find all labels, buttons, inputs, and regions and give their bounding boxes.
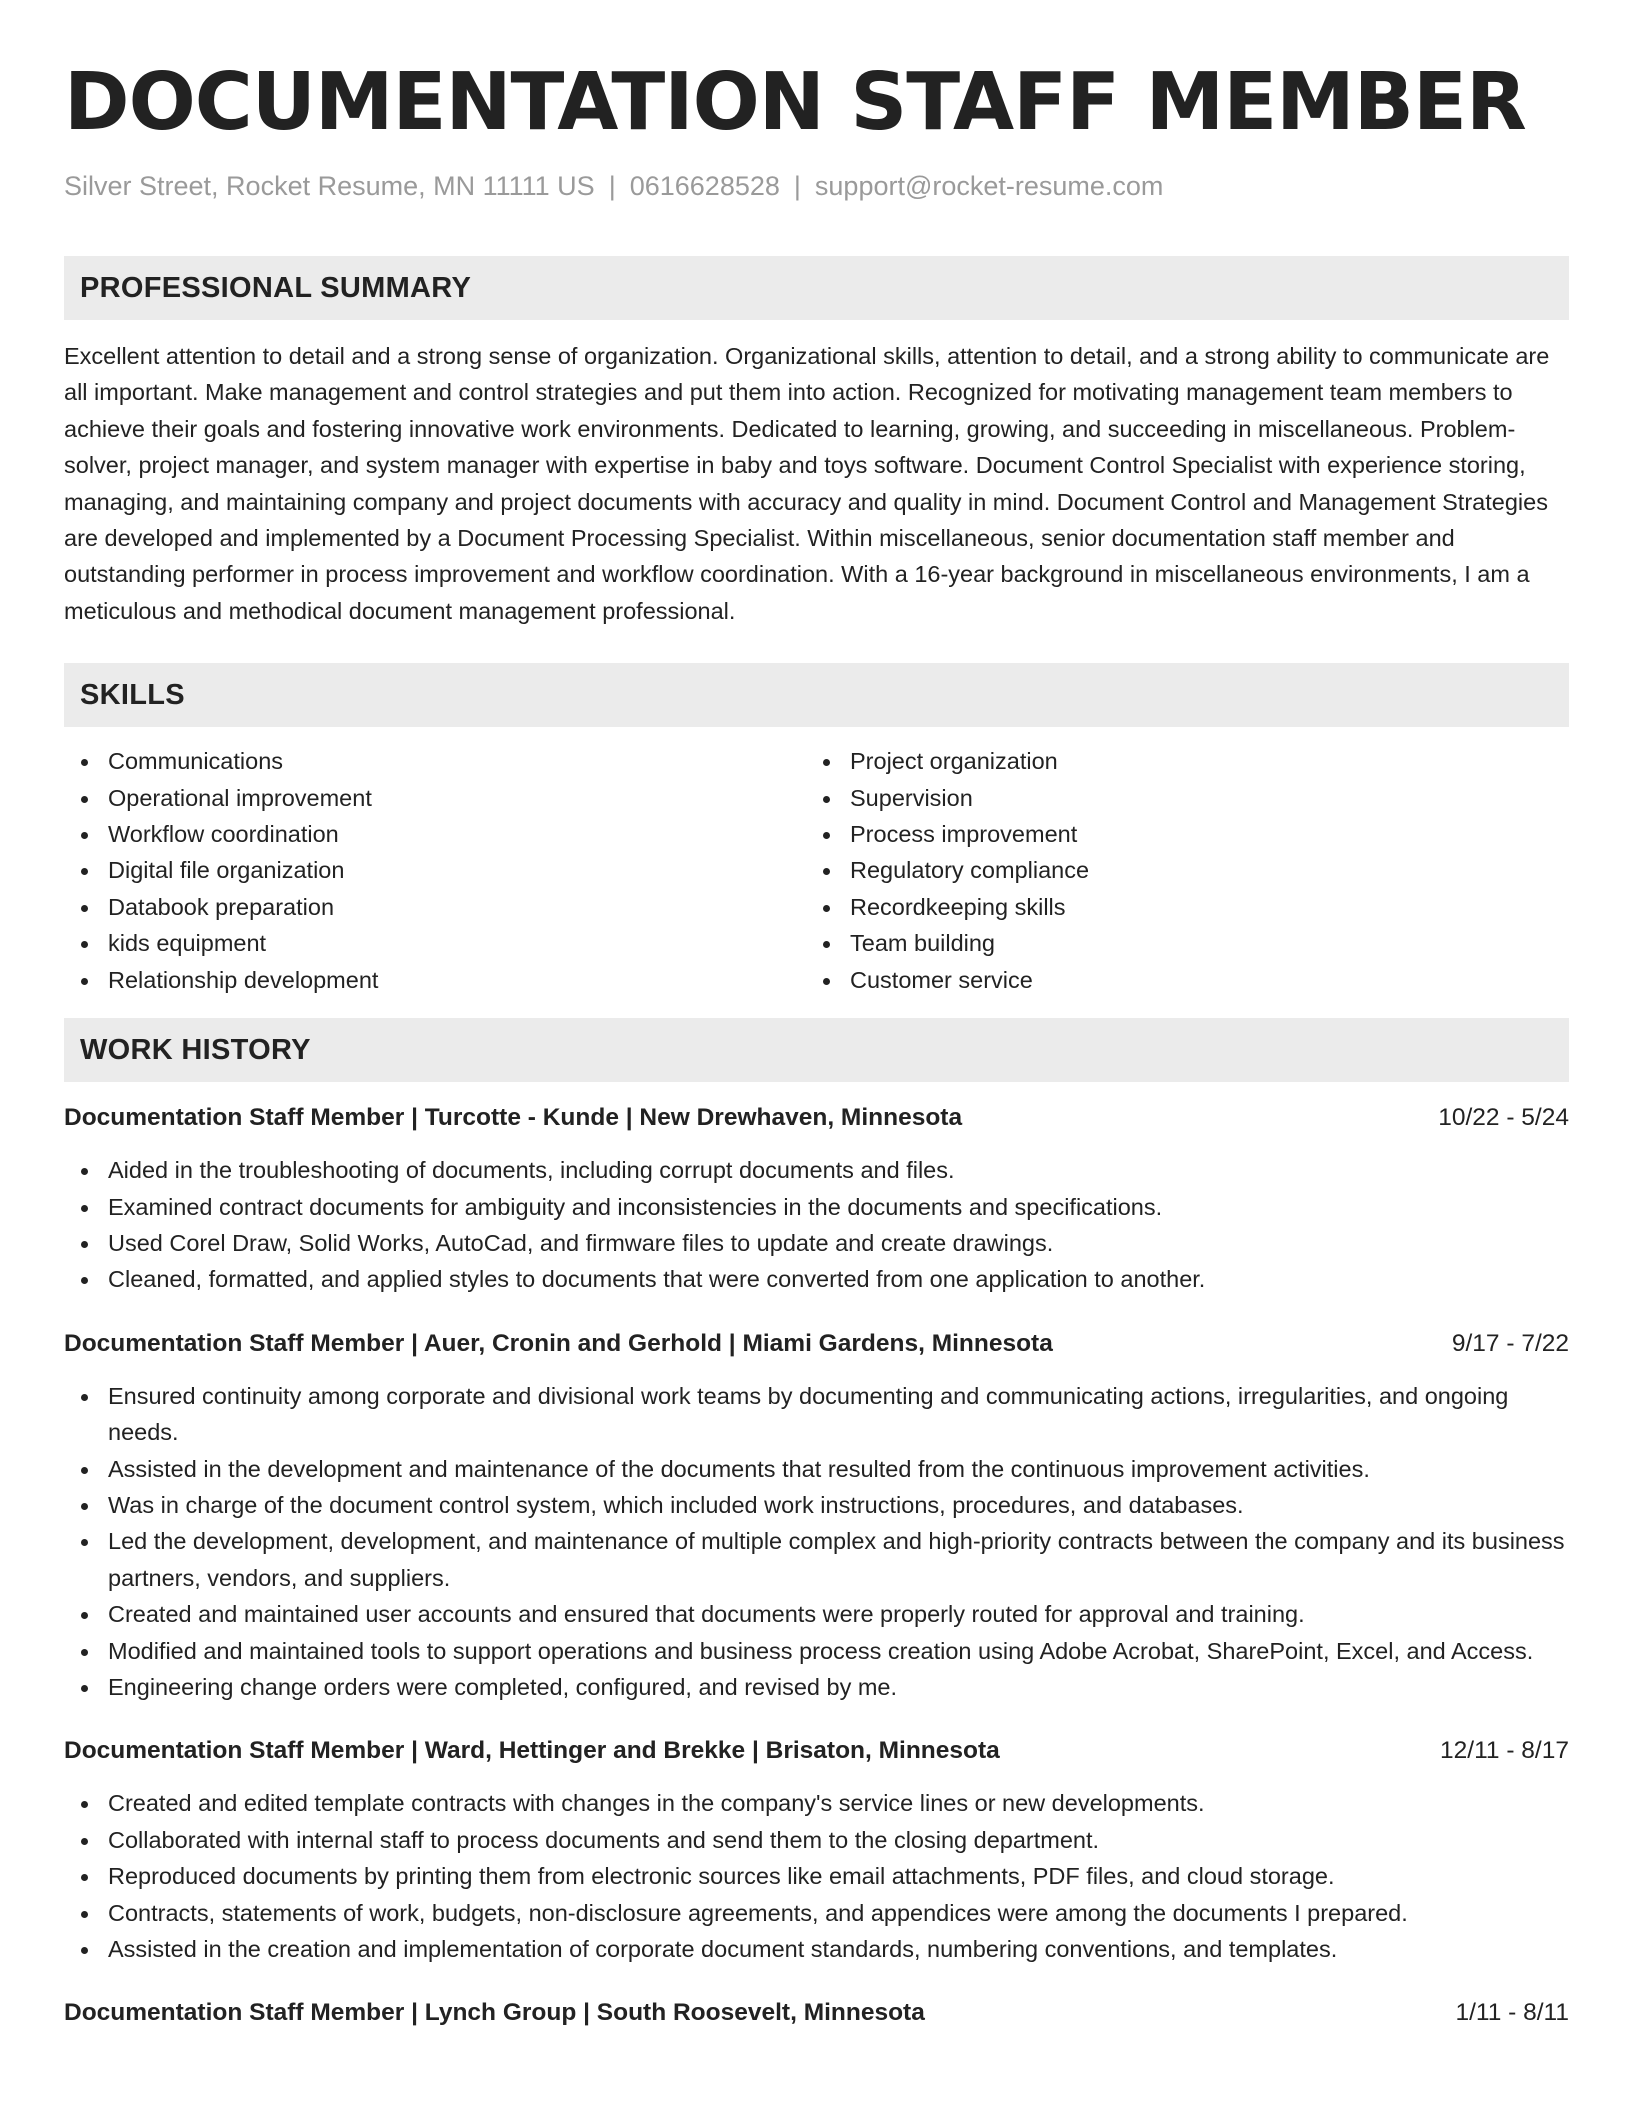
job-dates: 12/11 - 8/17 bbox=[1440, 1737, 1569, 1765]
job-dates: 9/17 - 7/22 bbox=[1451, 1329, 1569, 1357]
job-title: Documentation Staff Member | Auer, Cronin and Gerhold | Miami Gardens, Minnesota bbox=[64, 1329, 1053, 1357]
skills-column-left bbox=[64, 743, 806, 998]
summary-section-header bbox=[64, 256, 1569, 320]
job-bullet: Ensured continuity among corporate and divisional work teams by documenting and communicating actions, irregularities, and ongoing needs. bbox=[64, 1378, 1569, 1451]
skill-item: Databook preparation bbox=[64, 889, 806, 925]
contact-phone: 0616628528 bbox=[629, 171, 780, 201]
job-entry bbox=[64, 1733, 1569, 1967]
skill-item: kids equipment bbox=[64, 925, 806, 961]
skill-item: Digital file organization bbox=[64, 852, 806, 888]
job-title: Documentation Staff Member | Turcotte - Kunde | New Drewhaven, Minnesota bbox=[64, 1104, 963, 1132]
job-title: Documentation Staff Member | Ward, Hettinger and Brekke | Brisaton, Minnesota bbox=[64, 1737, 1000, 1765]
skill-item: Operational improvement bbox=[64, 780, 806, 816]
contact-email: support@rocket-resume.com bbox=[814, 171, 1164, 201]
job-dates: 1/11 - 8/11 bbox=[1455, 1999, 1569, 2027]
job-bullet: Engineering change orders were completed, configured, and revised by me. bbox=[64, 1669, 1569, 1705]
skill-item: Recordkeeping skills bbox=[806, 889, 1089, 925]
job-bullet: Collaborated with internal staff to process documents and send them to the closing department. bbox=[64, 1822, 1569, 1858]
skill-item: Workflow coordination bbox=[64, 816, 806, 852]
skill-item: Team building bbox=[806, 925, 1089, 961]
job-bullet: Used Corel Draw, Solid Works, AutoCad, and firmware files to update and create drawings. bbox=[64, 1225, 1569, 1261]
job-dates: 10/22 - 5/24 bbox=[1438, 1104, 1569, 1132]
summary-text: Excellent attention to detail and a strong sense of organization. Organizational skills, attention to detail, and a strong ability to communicate are all important. Make management and control strategies and put them into action. Recognized for motivating management team members to achieve their goals and fostering innovative work environments. Dedicated to learning, growing, and succeeding in miscellaneous. Problem-solver, project manager, and system manager with expertise in baby and toys software. Document Control Specialist with experience storing, managing, and maintaining company and project documents with accuracy and quality in mind. Document Control and Management Strategies are developed and implemented by a Document Processing Specialist. Within miscellaneous, senior documentation staff member and outstanding performer in process improvement and workflow coordination. With a 16-year background in miscellaneous environments, I am a meticulous and methodical document management professional. bbox=[64, 343, 1550, 624]
job-bullet: Reproduced documents by printing them from electronic sources like email attachments, PDF files, and cloud storage. bbox=[64, 1858, 1569, 1894]
skills-section-header bbox=[64, 663, 1569, 727]
candidate-name: DOCUMENTATION STAFF MEMBER bbox=[64, 56, 1526, 148]
job-bullet: Was in charge of the document control system, which included work instructions, procedures, and databases. bbox=[64, 1487, 1569, 1523]
contact-separator: | bbox=[793, 171, 801, 201]
skill-item: Customer service bbox=[806, 962, 1089, 998]
job-bullets bbox=[64, 1152, 1569, 1298]
job-bullet: Led the development, development, and maintenance of multiple complex and high-priority contracts between the company and its business partners, vendors, and suppliers. bbox=[64, 1523, 1569, 1596]
job-title: Documentation Staff Member | Lynch Group | South Roosevelt, Minnesota bbox=[64, 1999, 925, 2027]
skill-item: Supervision bbox=[806, 780, 1089, 816]
skill-item: Regulatory compliance bbox=[806, 852, 1089, 888]
job-header bbox=[64, 1995, 1569, 2031]
job-entry bbox=[64, 1995, 1569, 2031]
skill-item: Project organization bbox=[806, 743, 1089, 779]
job-bullet: Modified and maintained tools to support operations and business process creation using Adobe Acrobat, SharePoint, Excel, and Access. bbox=[64, 1633, 1569, 1669]
work-history-heading: WORK HISTORY bbox=[80, 1033, 311, 1066]
job-entry bbox=[64, 1326, 1569, 1706]
job-bullet: Created and edited template contracts with changes in the company's service lines or new developments. bbox=[64, 1785, 1569, 1821]
skills-column-right bbox=[806, 743, 1089, 998]
job-bullets bbox=[64, 1378, 1569, 1706]
job-bullet: Aided in the troubleshooting of documents, including corrupt documents and files. bbox=[64, 1152, 1569, 1188]
job-bullet: Created and maintained user accounts and ensured that documents were properly routed for approval and training. bbox=[64, 1596, 1569, 1632]
job-bullet: Assisted in the creation and implementation of corporate document standards, numbering conventions, and templates. bbox=[64, 1931, 1569, 1967]
skill-item: Relationship development bbox=[64, 962, 806, 998]
resume-page bbox=[64, 52, 1569, 2031]
job-bullets bbox=[64, 1785, 1569, 1967]
job-header bbox=[64, 1733, 1569, 1769]
summary-heading: PROFESSIONAL SUMMARY bbox=[80, 271, 472, 304]
contact-line bbox=[64, 168, 1569, 204]
job-header bbox=[64, 1100, 1569, 1136]
job-bullet: Assisted in the development and maintenance of the documents that resulted from the continuous improvement activities. bbox=[64, 1451, 1569, 1487]
skills-heading: SKILLS bbox=[80, 678, 185, 711]
skills-list bbox=[64, 743, 1569, 998]
job-header bbox=[64, 1326, 1569, 1362]
work-history-section-header bbox=[64, 1018, 1569, 1082]
job-entry bbox=[64, 1100, 1569, 1298]
job-bullet: Cleaned, formatted, and applied styles to documents that were converted from one application to another. bbox=[64, 1261, 1569, 1297]
contact-separator: | bbox=[608, 171, 616, 201]
contact-address: Silver Street, Rocket Resume, MN 11111 US bbox=[64, 171, 595, 201]
job-bullet: Examined contract documents for ambiguity and inconsistencies in the documents and specifications. bbox=[64, 1189, 1569, 1225]
skill-item: Process improvement bbox=[806, 816, 1089, 852]
skill-item: Communications bbox=[64, 743, 806, 779]
work-history-list bbox=[64, 1100, 1569, 2031]
job-bullet: Contracts, statements of work, budgets, non-disclosure agreements, and appendices were among the documents I prepared. bbox=[64, 1895, 1569, 1931]
